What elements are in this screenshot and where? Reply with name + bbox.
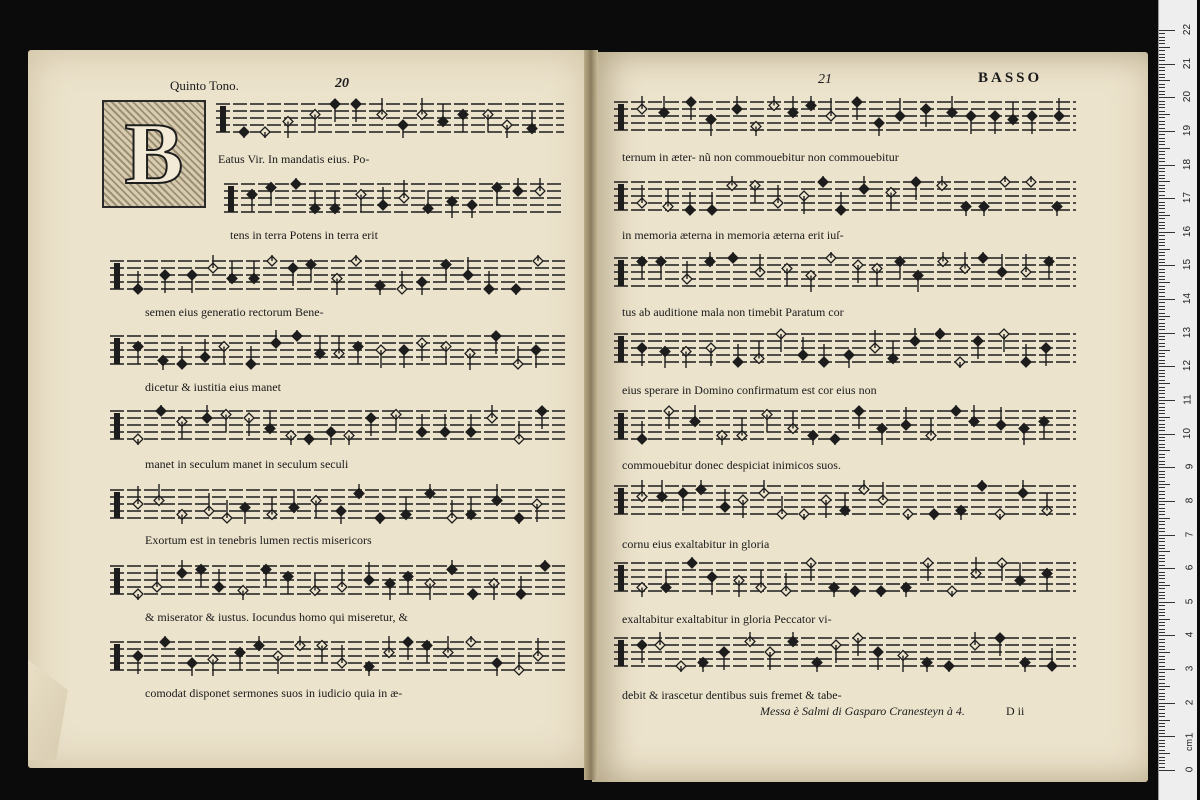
ruler-minor-tick xyxy=(1159,541,1165,542)
ruler-minor-tick xyxy=(1159,763,1165,764)
ruler-major-tick xyxy=(1159,265,1175,266)
ruler-minor-tick xyxy=(1159,292,1165,293)
ruler-minor-tick xyxy=(1159,615,1165,616)
ruler-minor-tick xyxy=(1159,407,1165,408)
signature-mark: D ii xyxy=(1006,704,1025,718)
ruler-major-tick xyxy=(1159,232,1175,233)
left-staff-6 xyxy=(110,484,565,524)
ruler-minor-tick xyxy=(1159,33,1165,34)
ruler-minor-tick xyxy=(1159,393,1165,394)
ruler-minor-tick xyxy=(1159,531,1165,532)
ruler-minor-tick xyxy=(1159,54,1165,55)
ruler-minor-tick xyxy=(1159,477,1165,478)
ruler-number: 4 xyxy=(1184,632,1196,638)
right-lyric-line-2: in memoria æterna in memoria æterna erit iuſ- xyxy=(622,228,844,242)
left-page-number: 20 xyxy=(335,76,349,91)
ruler-minor-tick xyxy=(1159,121,1165,122)
left-staff-2 xyxy=(224,178,564,218)
ruler-major-tick xyxy=(1159,97,1175,98)
ruler-major-tick xyxy=(1159,299,1175,300)
ruler-major-tick xyxy=(1159,165,1175,166)
ruler-major-tick xyxy=(1159,703,1175,704)
ruler-minor-tick xyxy=(1159,565,1165,566)
ruler-minor-tick xyxy=(1159,625,1165,626)
ruler-minor-tick xyxy=(1159,498,1165,499)
ruler-minor-tick xyxy=(1159,723,1165,724)
left-lyric-line-1: Eatus Vir. In mandatis eius. Po- xyxy=(218,152,370,166)
ruler-minor-tick xyxy=(1159,154,1165,155)
ruler-minor-tick xyxy=(1159,151,1165,152)
ruler-minor-tick xyxy=(1159,683,1165,684)
ruler-minor-tick xyxy=(1159,760,1165,761)
ruler-minor-tick xyxy=(1159,646,1165,647)
ruler-minor-tick xyxy=(1159,60,1165,61)
right-lyric-line-5: commouebitur donec despiciat inimicos suos. xyxy=(622,458,841,472)
ruler-minor-tick xyxy=(1159,632,1165,633)
book-gutter xyxy=(584,50,598,780)
left-lyric-line-5: manet in seculum manet in seculum seculi xyxy=(145,457,349,471)
left-header-title: Quinto Tono. xyxy=(170,78,239,93)
ruler-minor-tick xyxy=(1159,649,1165,650)
ruler-minor-tick xyxy=(1159,91,1165,92)
ruler-minor-tick xyxy=(1159,659,1165,660)
ruler-number: 18 xyxy=(1181,158,1193,170)
ruler-minor-tick xyxy=(1159,413,1165,414)
ruler-minor-tick xyxy=(1159,117,1165,118)
ruler-number: 2 xyxy=(1184,699,1196,705)
ruler-minor-tick xyxy=(1159,548,1165,549)
right-header-title: BASSO xyxy=(978,70,1043,86)
ruler-minor-tick xyxy=(1159,309,1165,310)
ruler-minor-tick xyxy=(1159,609,1165,610)
ruler-minor-tick xyxy=(1159,720,1170,721)
ruler-minor-tick xyxy=(1159,134,1165,135)
ruler-minor-tick xyxy=(1159,387,1165,388)
ruler-minor-tick xyxy=(1159,107,1165,108)
ruler-minor-tick xyxy=(1159,269,1165,270)
right-staff-3 xyxy=(614,252,1076,292)
ruler-minor-tick xyxy=(1159,403,1165,404)
ruler-minor-tick xyxy=(1159,420,1165,421)
left-lyric-line-3: semen eius generatio rectorum Bene- xyxy=(145,305,324,319)
ruler-minor-tick xyxy=(1159,185,1165,186)
ruler-number: 1 xyxy=(1184,733,1196,739)
ruler-minor-tick xyxy=(1159,528,1165,529)
ruler-minor-tick xyxy=(1159,161,1165,162)
ruler-minor-tick xyxy=(1159,279,1165,280)
ruler-minor-tick xyxy=(1159,326,1165,327)
ruler-minor-tick xyxy=(1159,440,1165,441)
ruler-minor-tick xyxy=(1159,67,1165,68)
ruler-number: 15 xyxy=(1181,259,1193,271)
left-staff-8 xyxy=(110,636,565,676)
ruler-minor-tick xyxy=(1159,666,1165,667)
ruler-minor-tick xyxy=(1159,619,1170,620)
ruler-minor-tick xyxy=(1159,84,1165,85)
ruler-minor-tick xyxy=(1159,222,1165,223)
ruler-minor-tick xyxy=(1159,360,1165,361)
left-staff-7 xyxy=(110,560,565,600)
ruler-minor-tick xyxy=(1159,323,1165,324)
right-lyric-line-6: cornu eius exaltabitur in gloria xyxy=(622,537,770,551)
ruler-number: 11 xyxy=(1182,394,1194,405)
ruler-minor-tick xyxy=(1159,437,1165,438)
ruler-minor-tick xyxy=(1159,138,1165,139)
ruler-minor-tick xyxy=(1159,319,1165,320)
ruler-minor-tick xyxy=(1159,313,1165,314)
ruler-minor-tick xyxy=(1159,296,1165,297)
ruler-minor-tick xyxy=(1159,538,1165,539)
right-lyric-line-4: eius sperare in Domino confirmatum est cor eius non xyxy=(622,383,877,397)
ruler-minor-tick xyxy=(1159,558,1165,559)
ruler-minor-tick xyxy=(1159,350,1170,351)
ruler-minor-tick xyxy=(1159,699,1165,700)
ruler-minor-tick xyxy=(1159,178,1165,179)
ruler-minor-tick xyxy=(1159,77,1165,78)
ruler-minor-tick xyxy=(1159,336,1165,337)
ruler-minor-tick xyxy=(1159,202,1165,203)
right-lyric-line-7: exaltabitur exaltabitur in gloria Peccator vi- xyxy=(622,612,832,626)
left-lyric-line-6: Exortum est in tenebris lumen rectis misericors xyxy=(145,533,372,547)
ruler-minor-tick xyxy=(1159,276,1165,277)
ruler-minor-tick xyxy=(1159,656,1165,657)
ruler-minor-tick xyxy=(1159,383,1170,384)
ruler-minor-tick xyxy=(1159,376,1165,377)
ruler-number: 17 xyxy=(1181,192,1193,204)
ruler-minor-tick xyxy=(1159,652,1170,653)
ruler-minor-tick xyxy=(1159,730,1165,731)
ruler-minor-tick xyxy=(1159,353,1165,354)
ruler-minor-tick xyxy=(1159,316,1170,317)
ruler-major-tick xyxy=(1159,602,1175,603)
ruler-minor-tick xyxy=(1159,713,1165,714)
ruler-minor-tick xyxy=(1159,272,1165,273)
ruler-minor-tick xyxy=(1159,427,1165,428)
left-staff-5 xyxy=(110,405,565,445)
ruler-minor-tick xyxy=(1159,424,1165,425)
ruler-major-tick xyxy=(1159,198,1175,199)
ruler-minor-tick xyxy=(1159,454,1165,455)
ruler-minor-tick xyxy=(1159,215,1170,216)
ruler-unit: cm xyxy=(1184,739,1194,751)
ruler-minor-tick xyxy=(1159,471,1165,472)
ruler-minor-tick xyxy=(1159,282,1170,283)
ruler-minor-tick xyxy=(1159,686,1170,687)
ruler-number: 13 xyxy=(1181,326,1193,338)
ruler-minor-tick xyxy=(1159,356,1165,357)
ruler-minor-tick xyxy=(1159,212,1165,213)
ruler-minor-tick xyxy=(1159,239,1165,240)
ruler-minor-tick xyxy=(1159,494,1165,495)
ruler-minor-tick xyxy=(1159,622,1165,623)
ruler-minor-tick xyxy=(1159,329,1165,330)
ruler-minor-tick xyxy=(1159,380,1165,381)
ruler-minor-tick xyxy=(1159,481,1165,482)
ruler-number: 6 xyxy=(1184,564,1196,571)
right-staff-7 xyxy=(614,557,1076,597)
ruler-minor-tick xyxy=(1159,242,1165,243)
ruler-major-tick xyxy=(1159,64,1175,65)
ruler-number: 16 xyxy=(1181,225,1193,237)
ruler-minor-tick xyxy=(1159,572,1165,573)
ruler-minor-tick xyxy=(1159,464,1165,465)
ruler-minor-tick xyxy=(1159,746,1165,747)
ruler-minor-tick xyxy=(1159,111,1165,112)
ruler-minor-tick xyxy=(1159,693,1165,694)
left-lyric-line-7: & miserator & iustus. Iocundus homo qui miseretur, & xyxy=(145,610,408,624)
ruler-minor-tick xyxy=(1159,255,1165,256)
ruler-minor-tick xyxy=(1159,484,1170,485)
left-lyric-line-2: tens in terra Potens in terra erit xyxy=(230,228,378,242)
ruler-minor-tick xyxy=(1159,595,1165,596)
ruler-minor-tick xyxy=(1159,37,1165,38)
decorated-initial xyxy=(102,100,206,208)
ruler-minor-tick xyxy=(1159,767,1165,768)
right-staff-4 xyxy=(614,328,1076,368)
ruler-minor-tick xyxy=(1159,188,1165,189)
ruler-minor-tick xyxy=(1159,47,1170,48)
ruler-minor-tick xyxy=(1159,605,1165,606)
ruler-minor-tick xyxy=(1159,128,1165,129)
ruler-minor-tick xyxy=(1159,672,1165,673)
ruler-minor-tick xyxy=(1159,228,1165,229)
ruler-minor-tick xyxy=(1159,733,1165,734)
ruler-minor-tick xyxy=(1159,709,1165,710)
ruler-minor-tick xyxy=(1159,124,1165,125)
ruler-minor-tick xyxy=(1159,397,1165,398)
footer-credit: Messa è Salmi di Gasparo Cranesteyn à 4. xyxy=(760,704,965,718)
ruler-minor-tick xyxy=(1159,696,1165,697)
ruler-minor-tick xyxy=(1159,491,1165,492)
ruler-minor-tick xyxy=(1159,578,1165,579)
right-staff-5 xyxy=(614,405,1076,445)
ruler-number: 0 xyxy=(1184,766,1196,773)
ruler-minor-tick xyxy=(1159,74,1165,75)
ruler-major-tick xyxy=(1159,400,1175,401)
ruler-minor-tick xyxy=(1159,346,1165,347)
ruler-major-tick xyxy=(1159,131,1175,132)
ruler-minor-tick xyxy=(1159,104,1165,105)
ruler-minor-tick xyxy=(1159,373,1165,374)
ruler-minor-tick xyxy=(1159,410,1165,411)
ruler-minor-tick xyxy=(1159,743,1165,744)
ruler-minor-tick xyxy=(1159,750,1165,751)
ruler-minor-tick xyxy=(1159,302,1165,303)
ruler-major-tick xyxy=(1159,568,1175,569)
ruler-major-tick xyxy=(1159,333,1175,334)
ruler-minor-tick xyxy=(1159,585,1170,586)
right-lyric-line-3: tus ab auditione mala non timebit Paratum cor xyxy=(622,305,844,319)
ruler-number: 5 xyxy=(1184,598,1196,605)
ruler-minor-tick xyxy=(1159,259,1165,260)
ruler-minor-tick xyxy=(1159,175,1165,176)
ruler-minor-tick xyxy=(1159,487,1165,488)
ruler-major-tick xyxy=(1159,434,1175,435)
ruler-minor-tick xyxy=(1159,545,1165,546)
ruler-minor-tick xyxy=(1159,474,1165,475)
right-lyric-line-1: ternum in æter- nũ non commouebitur non commouebitur xyxy=(622,150,899,164)
ruler-minor-tick xyxy=(1159,40,1165,41)
ruler-major-tick xyxy=(1159,736,1175,737)
ruler-minor-tick xyxy=(1159,70,1165,71)
ruler-minor-tick xyxy=(1159,87,1165,88)
ruler-minor-tick xyxy=(1159,205,1165,206)
ruler-number: 12 xyxy=(1181,360,1193,372)
ruler-number: 7 xyxy=(1184,531,1196,537)
left-staff-3 xyxy=(110,255,565,295)
right-staff-8 xyxy=(614,632,1076,672)
ruler-minor-tick xyxy=(1159,508,1165,509)
right-staff-2 xyxy=(614,176,1076,216)
ruler-minor-tick xyxy=(1159,306,1165,307)
ruler-minor-tick xyxy=(1159,430,1165,431)
ruler-minor-tick xyxy=(1159,521,1165,522)
ruler-number: 3 xyxy=(1184,665,1196,672)
measuring-ruler xyxy=(1158,0,1197,800)
ruler-minor-tick xyxy=(1159,158,1165,159)
ruler-minor-tick xyxy=(1159,252,1165,253)
ruler-minor-tick xyxy=(1159,753,1170,754)
ruler-major-tick xyxy=(1159,669,1175,670)
ruler-minor-tick xyxy=(1159,195,1165,196)
ruler-major-tick xyxy=(1159,635,1175,636)
ruler-minor-tick xyxy=(1159,444,1165,445)
ruler-minor-tick xyxy=(1159,148,1170,149)
ruler-minor-tick xyxy=(1159,639,1165,640)
ruler-major-tick xyxy=(1159,535,1175,536)
ruler-minor-tick xyxy=(1159,716,1165,717)
right-staff-6 xyxy=(614,480,1076,520)
ruler-minor-tick xyxy=(1159,706,1165,707)
ruler-number: 22 xyxy=(1181,23,1193,36)
ruler-minor-tick xyxy=(1159,629,1165,630)
ruler-major-tick xyxy=(1159,501,1175,502)
ruler-minor-tick xyxy=(1159,218,1165,219)
ruler-major-tick xyxy=(1159,770,1175,771)
ruler-minor-tick xyxy=(1159,598,1165,599)
ruler-minor-tick xyxy=(1159,208,1165,209)
ruler-minor-tick xyxy=(1159,612,1165,613)
left-staff-4 xyxy=(110,330,565,370)
ruler-major-tick xyxy=(1159,30,1175,31)
ruler-minor-tick xyxy=(1159,575,1165,576)
ruler-minor-tick xyxy=(1159,43,1165,44)
ruler-minor-tick xyxy=(1159,676,1165,677)
ruler-minor-tick xyxy=(1159,511,1165,512)
ruler-minor-tick xyxy=(1159,461,1165,462)
ruler-minor-tick xyxy=(1159,524,1165,525)
ruler-minor-tick xyxy=(1159,588,1165,589)
ruler-minor-tick xyxy=(1159,101,1165,102)
ruler-minor-tick xyxy=(1159,757,1165,758)
right-lyric-line-8: debit & irascetur dentibus suis fremet & tabe- xyxy=(622,688,842,702)
ruler-minor-tick xyxy=(1159,447,1165,448)
ruler-minor-tick xyxy=(1159,561,1165,562)
ruler-minor-tick xyxy=(1159,582,1165,583)
ruler-minor-tick xyxy=(1159,518,1170,519)
ruler-minor-tick xyxy=(1159,141,1165,142)
left-lyric-line-8: comodat disponet sermones suos in iudicio quia in æ- xyxy=(145,686,403,700)
ruler-minor-tick xyxy=(1159,390,1165,391)
left-staff-1 xyxy=(216,98,564,138)
ruler-minor-tick xyxy=(1159,514,1165,515)
ruler-minor-tick xyxy=(1159,370,1165,371)
ruler-minor-tick xyxy=(1159,94,1165,95)
ruler-minor-tick xyxy=(1159,339,1165,340)
ruler-minor-tick xyxy=(1159,57,1165,58)
ruler-minor-tick xyxy=(1159,343,1165,344)
ruler-minor-tick xyxy=(1159,249,1170,250)
ruler-number: 8 xyxy=(1184,497,1196,504)
ruler-minor-tick xyxy=(1159,168,1165,169)
initial-letter: B xyxy=(124,105,184,203)
ruler-minor-tick xyxy=(1159,363,1165,364)
ruler-minor-tick xyxy=(1159,245,1165,246)
ruler-major-tick xyxy=(1159,366,1175,367)
ruler-minor-tick xyxy=(1159,642,1165,643)
ruler-minor-tick xyxy=(1159,457,1165,458)
ruler-minor-tick xyxy=(1159,50,1165,51)
ruler-minor-tick xyxy=(1159,726,1165,727)
ruler-minor-tick xyxy=(1159,740,1165,741)
ruler-minor-tick xyxy=(1159,450,1170,451)
ruler-minor-tick xyxy=(1159,592,1165,593)
ruler-minor-tick xyxy=(1159,114,1170,115)
ruler-minor-tick xyxy=(1159,225,1165,226)
ruler-minor-tick xyxy=(1159,262,1165,263)
left-lyric-line-4: dicetur & iustitia eius manet xyxy=(145,380,281,394)
right-staff-1 xyxy=(614,96,1076,136)
ruler-minor-tick xyxy=(1159,171,1165,172)
ruler-number: 9 xyxy=(1184,463,1196,470)
ruler-number: 10 xyxy=(1181,427,1193,439)
ruler-minor-tick xyxy=(1159,289,1165,290)
right-page-number: 21 xyxy=(818,72,832,87)
ruler-minor-tick xyxy=(1159,551,1170,552)
ruler-minor-tick xyxy=(1159,286,1165,287)
ruler-minor-tick xyxy=(1159,555,1165,556)
ruler-minor-tick xyxy=(1159,662,1165,663)
ruler-minor-tick xyxy=(1159,191,1165,192)
ruler-number: 14 xyxy=(1181,293,1193,305)
ruler-minor-tick xyxy=(1159,144,1165,145)
ruler-minor-tick xyxy=(1159,679,1165,680)
ruler-major-tick xyxy=(1159,467,1175,468)
ruler-minor-tick xyxy=(1159,504,1165,505)
ruler-number: 20 xyxy=(1181,91,1193,103)
ruler-minor-tick xyxy=(1159,235,1165,236)
ruler-minor-tick xyxy=(1159,417,1170,418)
ruler-minor-tick xyxy=(1159,181,1170,182)
ruler-minor-tick xyxy=(1159,80,1170,81)
ruler-number: 21 xyxy=(1181,57,1193,69)
ruler-minor-tick xyxy=(1159,689,1165,690)
ruler-number: 19 xyxy=(1181,124,1193,136)
